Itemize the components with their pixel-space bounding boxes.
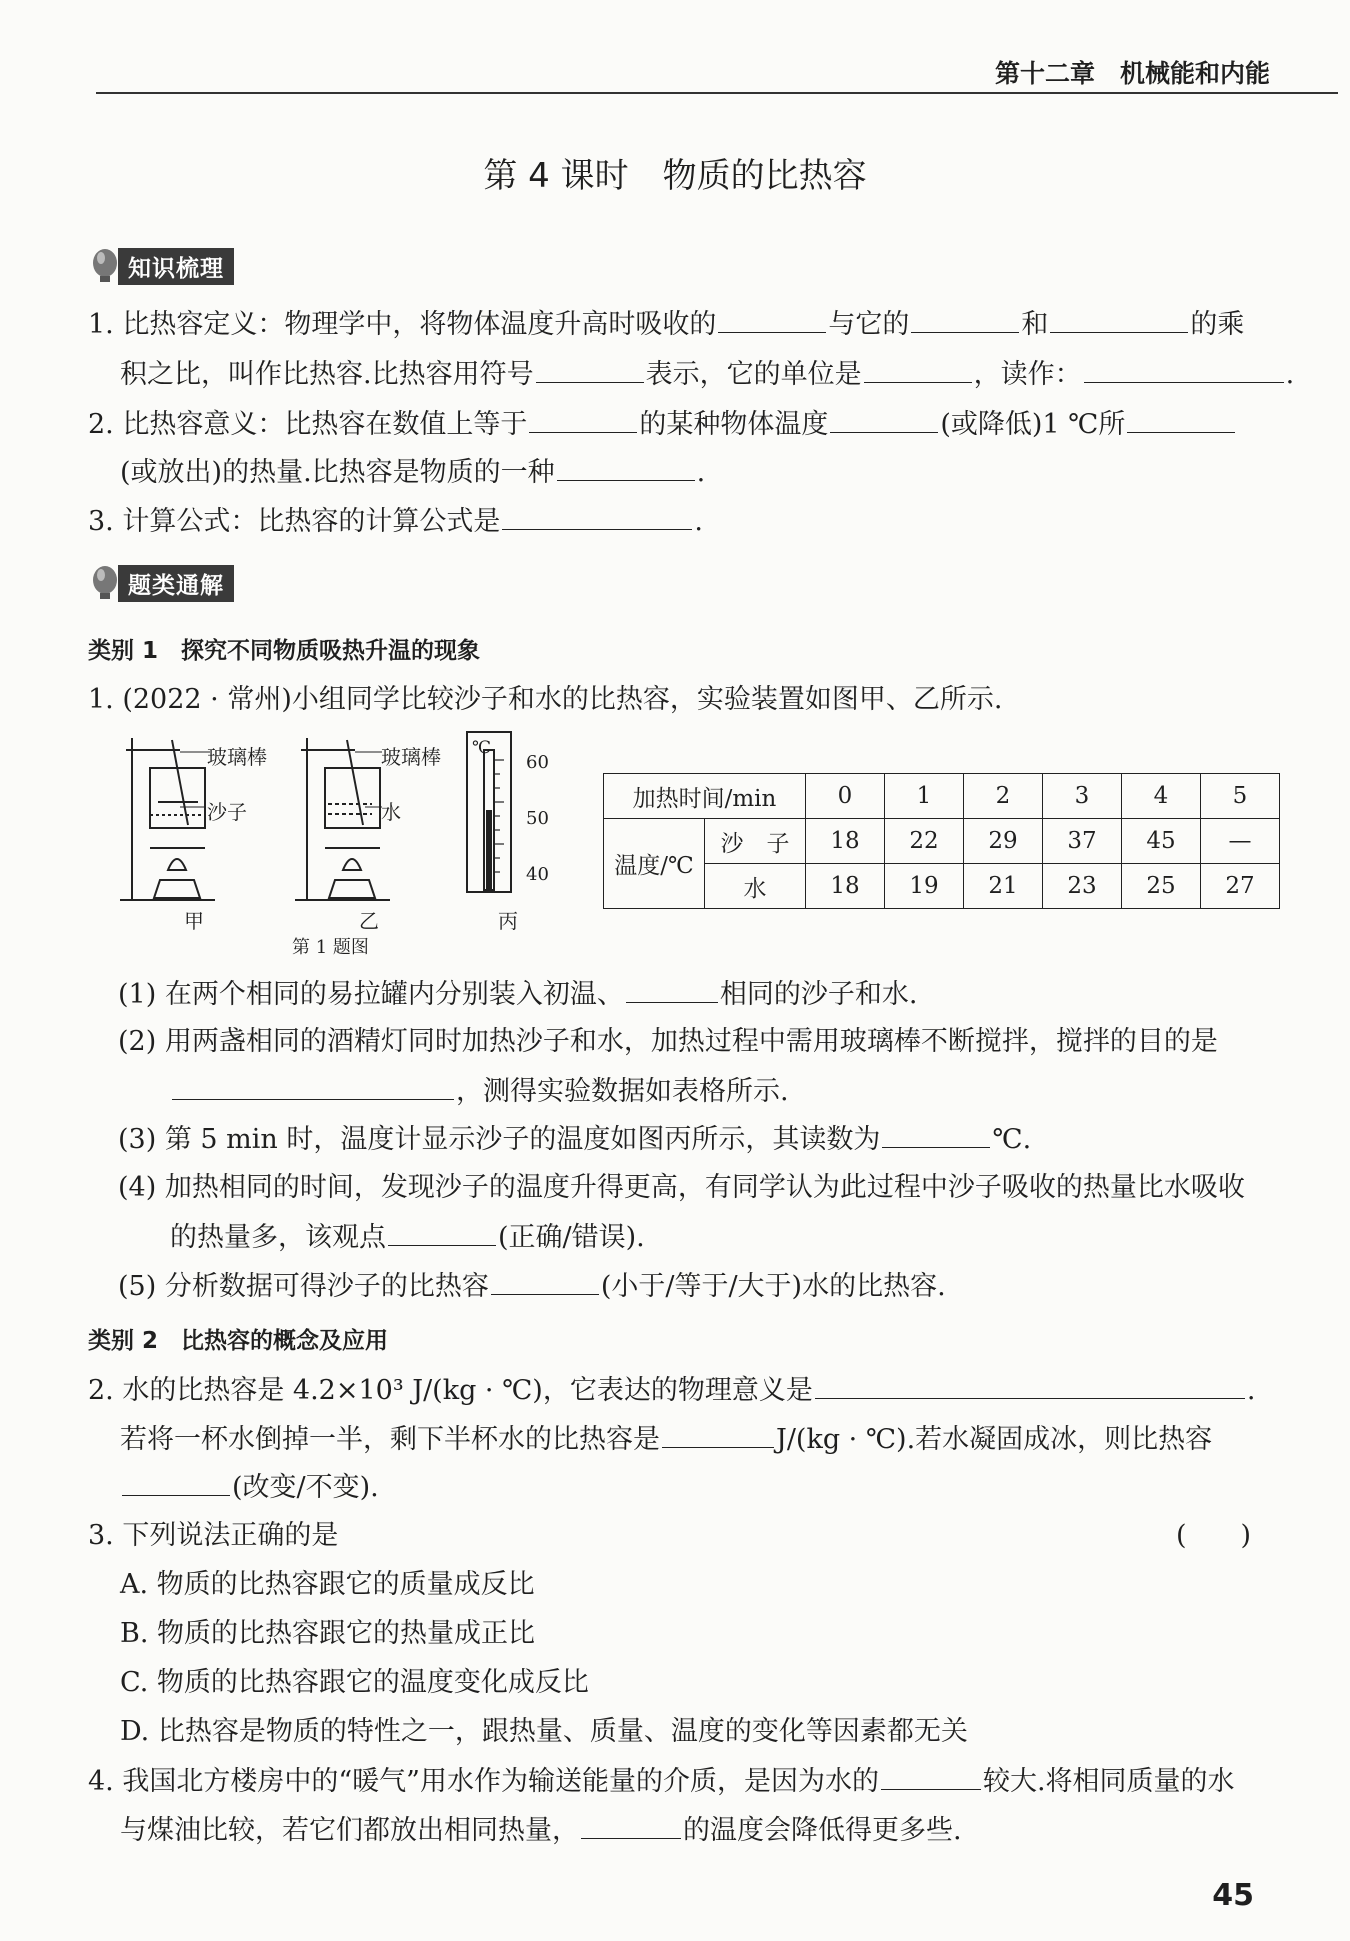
table-cell: 4 <box>1122 774 1201 819</box>
table-cell: 27 <box>1201 864 1280 909</box>
label-sand: 沙子 <box>207 800 247 824</box>
blank[interactable] <box>815 1372 1245 1399</box>
blank[interactable] <box>122 1469 230 1496</box>
data-table <box>603 773 1280 909</box>
table-cell: 18 <box>806 819 885 864</box>
section-types <box>90 565 234 601</box>
table-cell: 18 <box>806 864 885 909</box>
section-knowledge-label: 知识梳理 <box>118 248 234 285</box>
thermometer-tick-60: 60 <box>526 752 549 773</box>
blank[interactable] <box>502 503 692 530</box>
header-rule <box>96 92 1338 94</box>
apparatus-figure <box>110 730 580 930</box>
table-row-sand <box>604 819 1280 864</box>
q3-stem: 3. 下列说法正确的是 <box>88 1520 339 1551</box>
blank[interactable] <box>882 1121 990 1148</box>
header-temp: 温度/℃ <box>604 819 705 909</box>
table-row-water <box>604 864 1280 909</box>
q2-line-1: 2. 水的比热容是 4.2×10³ J/(kg · ℃)，它表达的物理意义是 . <box>88 1372 1255 1409</box>
table-cell: 22 <box>885 819 964 864</box>
knowledge-line-5: 3. 计算公式：比热容的计算公式是 . <box>88 503 703 540</box>
table-cell: 5 <box>1201 774 1280 819</box>
blank[interactable] <box>662 1421 774 1448</box>
category-2-heading: 类别 2 比热容的概念及应用 <box>88 1328 389 1354</box>
q3-option-c[interactable]: C. 物质的比热容跟它的温度变化成反比 <box>120 1667 589 1698</box>
row-label-water: 水 <box>705 864 806 909</box>
chapter-header: 第十二章 机械能和内能 <box>994 59 1270 88</box>
q2-line-3: (改变/不变). <box>120 1469 379 1506</box>
section-knowledge <box>90 248 234 284</box>
q1-sub-4-cont: 的热量多，该观点 (正确/错误). <box>170 1219 645 1256</box>
blank[interactable] <box>491 1268 599 1295</box>
blank[interactable] <box>557 454 695 481</box>
table-cell: 19 <box>885 864 964 909</box>
lightbulb-icon <box>90 246 124 286</box>
table-cell: 1 <box>885 774 964 819</box>
table-row-time <box>604 774 1280 819</box>
row-label-sand: 沙 子 <box>705 819 806 864</box>
blank[interactable] <box>388 1219 496 1246</box>
thermometer-unit: ℃ <box>472 738 492 758</box>
blank[interactable] <box>864 356 972 383</box>
q3-option-a[interactable]: A. 物质的比热容跟它的质量成反比 <box>120 1569 535 1600</box>
page-number: 45 <box>1212 1878 1254 1913</box>
knowledge-line-4: (或放出)的热量.比热容是物质的一种 . <box>120 454 705 491</box>
lesson-title: 第 4 课时 物质的比热容 <box>483 156 867 196</box>
blank[interactable] <box>626 976 718 1003</box>
q1-sub-2-cont: ，测得实验数据如表格所示. <box>170 1073 789 1110</box>
thermometer-tick-40: 40 <box>526 864 549 885</box>
blank[interactable] <box>881 1763 981 1790</box>
category-1-heading: 类别 1 探究不同物质吸热升温的现象 <box>88 638 481 664</box>
q1-sub-5: (5) 分析数据可得沙子的比热容 (小于/等于/大于)水的比热容. <box>118 1268 946 1305</box>
knowledge-line-2: 积之比，叫作比热容.比热容用符号 表示，它的单位是 ，读作： . <box>120 356 1294 393</box>
table-cell: 2 <box>964 774 1043 819</box>
q3-option-d[interactable]: D. 比热容是物质的特性之一，跟热量、质量、温度的变化等因素都无关 <box>120 1716 968 1747</box>
lightbulb-icon <box>90 563 124 603</box>
label-yi: 乙 <box>359 909 379 933</box>
q1-sub-2: (2) 用两盏相同的酒精灯同时加热沙子和水，加热过程中需用玻璃棒不断搅拌，搅拌的目的是 <box>118 1026 1218 1057</box>
table-cell: 25 <box>1122 864 1201 909</box>
table-cell: 3 <box>1043 774 1122 819</box>
blank[interactable] <box>1050 306 1188 333</box>
q4-line-2: 与煤油比较，若它们都放出相同热量， 的温度会降低得更多些. <box>120 1812 962 1849</box>
table-cell: 29 <box>964 819 1043 864</box>
header-time: 加热时间/min <box>604 774 806 819</box>
blank[interactable] <box>1084 356 1284 383</box>
label-jia: 甲 <box>184 909 204 933</box>
q1-sub-3: (3) 第 5 min 时，温度计显示沙子的温度如图丙所示，其读数为 ℃. <box>118 1121 1031 1158</box>
q3-answer-paren[interactable]: ( ) <box>1176 1520 1252 1551</box>
label-bing: 丙 <box>498 909 518 933</box>
label-glass-rod-1: 玻璃棒 <box>207 745 267 769</box>
label-glass-rod-2: 玻璃棒 <box>381 745 441 769</box>
blank[interactable] <box>581 1812 681 1839</box>
blank[interactable] <box>536 356 644 383</box>
table-cell: 0 <box>806 774 885 819</box>
section-types-label: 题类通解 <box>118 565 234 602</box>
blank[interactable] <box>830 406 938 433</box>
q1-sub-4: (4) 加热相同的时间，发现沙子的温度升得更高，有同学认为此过程中沙子吸收的热量比水吸收 <box>118 1172 1245 1203</box>
table-cell: 37 <box>1043 819 1122 864</box>
table-cell: 21 <box>964 864 1043 909</box>
blank[interactable] <box>1127 406 1235 433</box>
blank[interactable] <box>172 1073 454 1100</box>
table-cell: 45 <box>1122 819 1201 864</box>
blank[interactable] <box>529 406 637 433</box>
thermometer-tick-50: 50 <box>526 808 549 829</box>
table-cell: — <box>1201 819 1280 864</box>
label-water: 水 <box>381 800 401 824</box>
blank[interactable] <box>718 306 826 333</box>
blank[interactable] <box>911 306 1019 333</box>
q4-line-1: 4. 我国北方楼房中的“暖气”用水作为输送能量的介质，是因为水的 较大.将相同质量的水 <box>88 1763 1235 1800</box>
q1-stem: 1. (2022 · 常州)小组同学比较沙子和水的比热容，实验装置如图甲、乙所示. <box>88 684 1003 715</box>
q3-option-b[interactable]: B. 物质的比热容跟它的热量成正比 <box>120 1618 536 1649</box>
knowledge-line-3: 2. 比热容意义：比热容在数值上等于 的某种物体温度 (或降低)1 ℃所 <box>88 406 1237 443</box>
q1-sub-1: (1) 在两个相同的易拉罐内分别装入初温、 相同的沙子和水. <box>118 976 917 1013</box>
table-cell: 23 <box>1043 864 1122 909</box>
figure-caption: 第 1 题图 <box>292 937 369 958</box>
knowledge-line-1: 1. 比热容定义：物理学中，将物体温度升高时吸收的 与它的 和 的乘 <box>88 306 1244 343</box>
q2-line-2: 若将一杯水倒掉一半，剩下半杯水的比热容是 J/(kg · ℃).若水凝固成冰，则比热容 <box>120 1421 1212 1458</box>
